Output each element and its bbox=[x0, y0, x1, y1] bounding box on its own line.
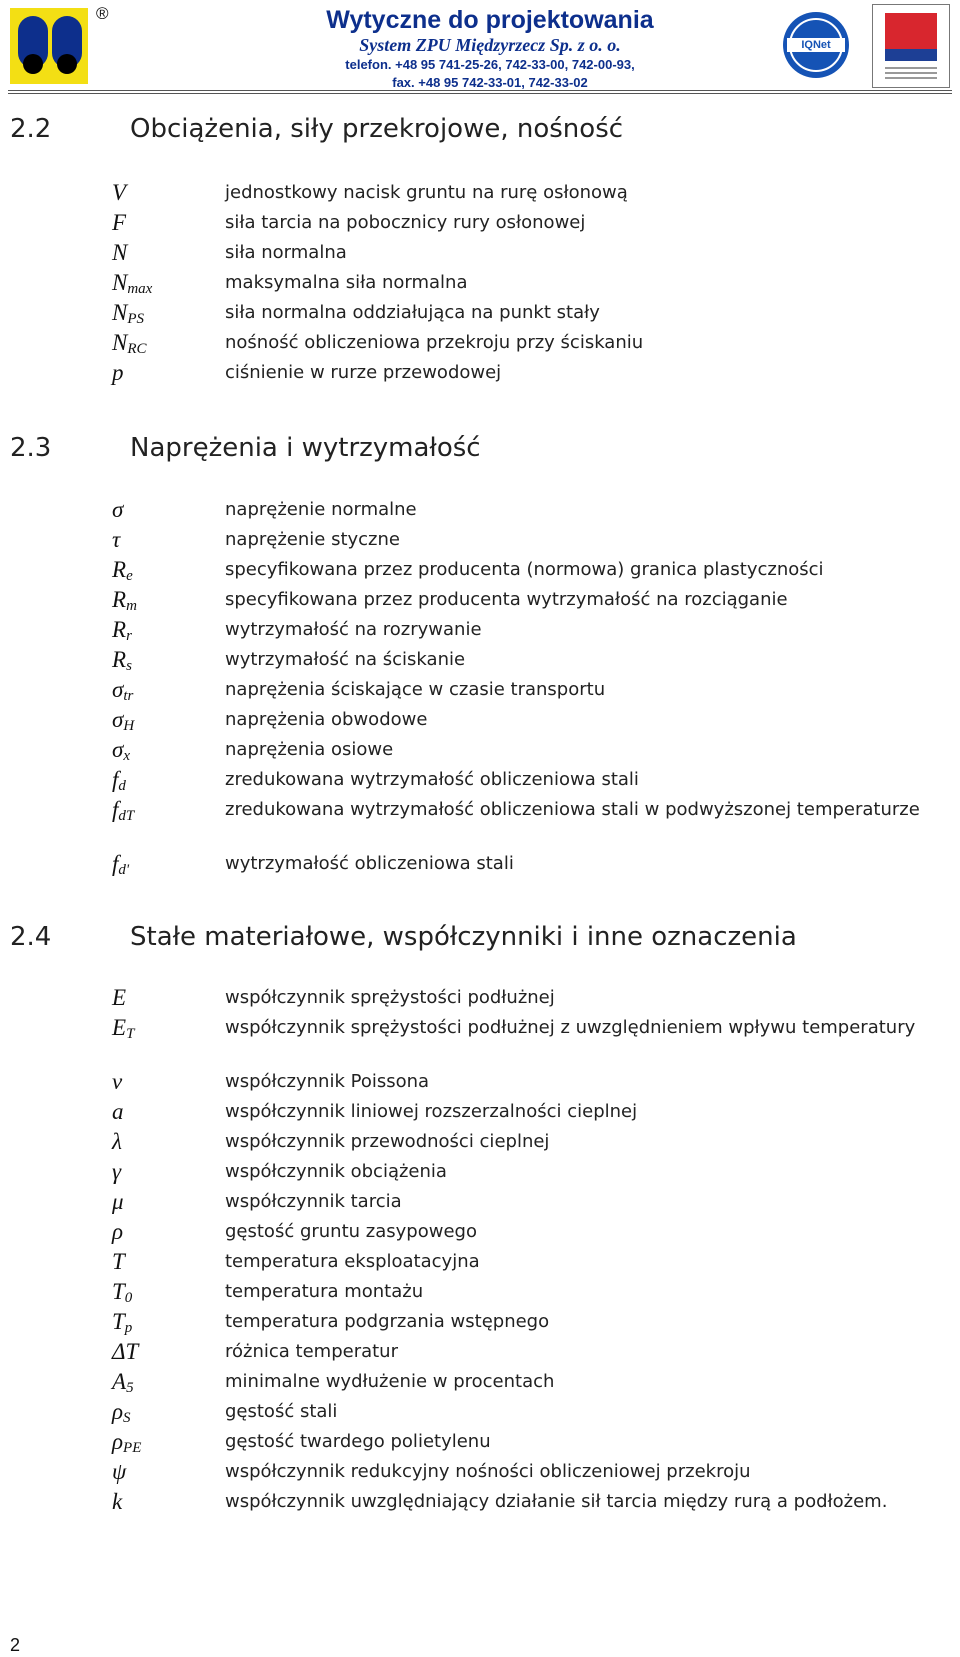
symbol bbox=[112, 298, 144, 331]
section-number: 2.3 bbox=[10, 433, 52, 463]
symbol-row bbox=[0, 495, 960, 525]
symbol-row bbox=[0, 675, 960, 705]
symbol-description: współczynnik sprężystości podłużnej bbox=[225, 987, 555, 1008]
symbol-subscript: 0 bbox=[124, 1290, 133, 1306]
section-title-2-4 bbox=[10, 921, 797, 953]
symbol-subscript: d bbox=[118, 778, 126, 794]
symbol-subscript: e bbox=[126, 568, 133, 584]
iqnet-certificate-logo bbox=[783, 12, 849, 78]
symbol bbox=[112, 1277, 132, 1310]
symbol-base: ν bbox=[112, 1069, 123, 1094]
symbol-base: μ bbox=[112, 1189, 124, 1214]
symbol-row bbox=[0, 358, 960, 388]
symbol bbox=[112, 238, 127, 268]
symbol-description: jednostkowy nacisk gruntu na rurę osłonową bbox=[225, 182, 628, 203]
symbol-row bbox=[0, 268, 960, 298]
symbol bbox=[112, 555, 133, 588]
symbol bbox=[112, 1427, 141, 1460]
symbol-base: N bbox=[112, 240, 128, 265]
symbol-description: naprężenie normalne bbox=[225, 499, 417, 520]
symbol-description: minimalne wydłużenie w procentach bbox=[225, 1371, 555, 1392]
symbol bbox=[112, 795, 134, 828]
symbol-row bbox=[0, 1127, 960, 1157]
symbol-base: N bbox=[112, 300, 128, 325]
registered-mark: ® bbox=[96, 4, 109, 23]
symbol-subscript: PS bbox=[127, 311, 145, 327]
symbol-base: f bbox=[112, 797, 119, 822]
symbol-base: ψ bbox=[112, 1459, 127, 1484]
symbol-row bbox=[0, 1097, 960, 1127]
symbol-base: T bbox=[112, 1309, 125, 1334]
symbol bbox=[112, 1127, 122, 1157]
symbol bbox=[112, 675, 133, 708]
symbol-description: gęstość twardego polietylenu bbox=[225, 1431, 491, 1452]
symbol-row bbox=[0, 555, 960, 585]
symbol-row bbox=[0, 1487, 960, 1517]
symbol-description: współczynnik redukcyjny nośności obliczeniowej przekroju bbox=[225, 1461, 751, 1482]
symbol-subscript: d' bbox=[118, 862, 130, 878]
symbol-base: N bbox=[112, 330, 128, 355]
symbol-row bbox=[0, 585, 960, 615]
quality-certificate-logo bbox=[872, 4, 950, 88]
symbol-description: temperatura eksploatacyjna bbox=[225, 1251, 480, 1272]
symbol bbox=[112, 1487, 122, 1517]
symbol bbox=[112, 1217, 123, 1247]
symbol-description: siła normalna oddziałująca na punkt stały bbox=[225, 302, 600, 323]
symbol-row bbox=[0, 1067, 960, 1097]
symbol-base: T bbox=[112, 1249, 125, 1274]
symbol-list-2-4 bbox=[0, 983, 960, 1517]
symbol-subscript: dT bbox=[118, 808, 135, 824]
symbol-base: a bbox=[112, 1099, 124, 1124]
symbol-subscript: m bbox=[126, 598, 137, 614]
symbol-description: siła normalna bbox=[225, 242, 347, 263]
symbol bbox=[112, 328, 147, 361]
symbol-subscript: max bbox=[127, 281, 153, 297]
symbol-row bbox=[0, 1013, 960, 1067]
document-title: Wytyczne do projektowania bbox=[326, 6, 654, 34]
symbol-base: E bbox=[112, 985, 127, 1010]
symbol-row bbox=[0, 1337, 960, 1367]
symbol-row bbox=[0, 525, 960, 555]
symbol-base: N bbox=[112, 270, 128, 295]
symbol-base: F bbox=[112, 210, 127, 235]
symbol-description: siła tarcia na pobocznicy rury osłonowej bbox=[225, 212, 586, 233]
symbol-description: temperatura montażu bbox=[225, 1281, 424, 1302]
symbol-subscript: p bbox=[124, 1320, 133, 1336]
page-number: 2 bbox=[10, 1635, 21, 1655]
symbol bbox=[112, 765, 126, 798]
symbol bbox=[112, 585, 137, 618]
section-heading: Naprężenia i wytrzymałość bbox=[130, 433, 481, 463]
symbol bbox=[112, 645, 132, 678]
symbol-row bbox=[0, 178, 960, 208]
symbol-subscript: 5 bbox=[126, 1380, 134, 1396]
symbol bbox=[112, 178, 126, 208]
symbol bbox=[112, 983, 126, 1013]
symbol-description: zredukowana wytrzymałość obliczeniowa stali bbox=[225, 769, 639, 790]
symbol-description: wytrzymałość obliczeniowa stali bbox=[225, 853, 514, 874]
symbol-list-2-3 bbox=[0, 495, 960, 879]
symbol-row bbox=[0, 1217, 960, 1247]
symbol-description: współczynnik przewodności cieplnej bbox=[225, 1131, 550, 1152]
symbol bbox=[112, 268, 152, 301]
symbol-subscript: S bbox=[123, 1410, 131, 1426]
symbol bbox=[112, 705, 134, 738]
symbol-subscript: RC bbox=[127, 341, 147, 357]
symbol-base: ρ bbox=[112, 1219, 124, 1244]
symbol-base: τ bbox=[112, 527, 121, 552]
symbol-description: ciśnienie w rurze przewodowej bbox=[225, 362, 502, 383]
symbol-base: f bbox=[112, 851, 119, 876]
symbol-base: p bbox=[112, 360, 124, 385]
symbol-subscript: H bbox=[123, 718, 135, 734]
symbol bbox=[112, 1187, 124, 1217]
symbol-description: temperatura podgrzania wstępnego bbox=[225, 1311, 550, 1332]
symbol-description: współczynnik tarcia bbox=[225, 1191, 402, 1212]
symbol-base: V bbox=[112, 180, 127, 205]
symbol-base: R bbox=[112, 557, 127, 582]
symbol-description: zredukowana wytrzymałość obliczeniowa stali w podwyższonej temperaturze bbox=[225, 799, 920, 820]
symbol-row bbox=[0, 983, 960, 1013]
symbol-base: σ bbox=[112, 707, 124, 732]
symbol-description: specyfikowana przez producenta (normowa) granica plastyczności bbox=[225, 559, 824, 580]
symbol-subscript: tr bbox=[123, 688, 134, 704]
section-title-2-2 bbox=[10, 113, 623, 145]
symbol bbox=[112, 495, 123, 525]
symbol-description: różnica temperatur bbox=[225, 1341, 398, 1362]
symbol-list-2-2 bbox=[0, 178, 960, 388]
symbol-description: naprężenia ściskające w czasie transportu bbox=[225, 679, 606, 700]
symbol-description: współczynnik uwzględniający działanie sił tarcia między rurą a podłożem. bbox=[225, 1491, 888, 1512]
symbol-description: wytrzymałość na ściskanie bbox=[225, 649, 466, 670]
symbol-description: nośność obliczeniowa przekroju przy ściskaniu bbox=[225, 332, 644, 353]
symbol-description: specyfikowana przez producenta wytrzymałość na rozciąganie bbox=[225, 589, 788, 610]
symbol-row bbox=[0, 1247, 960, 1277]
symbol-subscript: x bbox=[123, 748, 131, 764]
header-divider-2 bbox=[8, 93, 952, 94]
symbol-description: współczynnik sprężystości podłużnej z uwzględnieniem wpływu temperatury bbox=[225, 1017, 916, 1038]
symbol bbox=[112, 1367, 134, 1400]
symbol bbox=[112, 849, 129, 882]
symbol bbox=[112, 1337, 138, 1367]
company-logo bbox=[10, 8, 88, 84]
symbol-description: naprężenia osiowe bbox=[225, 739, 394, 760]
symbol-row bbox=[0, 1457, 960, 1487]
section-heading: Stałe materiałowe, współczynniki i inne oznaczenia bbox=[130, 922, 797, 952]
symbol-row bbox=[0, 298, 960, 328]
symbol-base: λ bbox=[112, 1129, 122, 1154]
symbol-row bbox=[0, 795, 960, 849]
symbol-base: σ bbox=[112, 677, 124, 702]
fax-numbers: fax. +48 95 742-33-01, 742-33-02 bbox=[392, 75, 588, 90]
iqnet-label: IQNet bbox=[787, 38, 845, 52]
symbol-row bbox=[0, 328, 960, 358]
symbol-base: R bbox=[112, 617, 127, 642]
symbol-base: E bbox=[112, 1015, 127, 1040]
symbol-base: σ bbox=[112, 497, 124, 522]
company-name: System ZPU Międzyrzecz Sp. z o. o. bbox=[359, 35, 621, 55]
symbol-row bbox=[0, 1307, 960, 1337]
symbol bbox=[112, 1307, 132, 1340]
symbol-row bbox=[0, 849, 960, 879]
symbol-base: R bbox=[112, 587, 127, 612]
symbol bbox=[112, 615, 132, 648]
symbol-row bbox=[0, 238, 960, 268]
symbol bbox=[112, 1067, 122, 1097]
symbol-description: naprężenie styczne bbox=[225, 529, 400, 550]
symbol bbox=[112, 1457, 126, 1487]
page-header bbox=[0, 0, 960, 92]
symbol bbox=[112, 735, 130, 768]
symbol-base: R bbox=[112, 647, 127, 672]
symbol-base: ΔT bbox=[112, 1339, 139, 1364]
symbol bbox=[112, 208, 126, 238]
symbol-base: k bbox=[112, 1489, 123, 1514]
symbol bbox=[112, 1097, 124, 1127]
section-number: 2.4 bbox=[10, 922, 52, 952]
symbol-subscript: s bbox=[126, 658, 132, 674]
symbol-row bbox=[0, 1427, 960, 1457]
symbol-row bbox=[0, 735, 960, 765]
phone-numbers: telefon. +48 95 741-25-26, 742-33-00, 742-00-93, bbox=[345, 57, 635, 72]
symbol-row bbox=[0, 1277, 960, 1307]
symbol-base: A bbox=[112, 1369, 127, 1394]
symbol-description: gęstość gruntu zasypowego bbox=[225, 1221, 477, 1242]
symbol bbox=[112, 358, 124, 388]
symbol-base: γ bbox=[112, 1159, 122, 1184]
symbol-row bbox=[0, 705, 960, 735]
symbol-base: f bbox=[112, 767, 119, 792]
symbol bbox=[112, 525, 120, 555]
symbol-row bbox=[0, 1187, 960, 1217]
symbol-base: ρ bbox=[112, 1399, 124, 1424]
symbol-description: maksymalna siła normalna bbox=[225, 272, 468, 293]
symbol-row bbox=[0, 1397, 960, 1427]
symbol-row bbox=[0, 1157, 960, 1187]
section-heading: Obciążenia, siły przekrojowe, nośność bbox=[130, 114, 624, 144]
symbol-subscript: PE bbox=[123, 1440, 142, 1456]
symbol bbox=[112, 1247, 125, 1277]
symbol-row bbox=[0, 1367, 960, 1397]
symbol-subscript: T bbox=[126, 1026, 135, 1042]
header-divider bbox=[8, 90, 952, 91]
symbol bbox=[112, 1397, 131, 1430]
symbol-description: współczynnik Poissona bbox=[225, 1071, 430, 1092]
header-text bbox=[290, 6, 690, 92]
section-title-2-3 bbox=[10, 432, 481, 464]
symbol-row bbox=[0, 208, 960, 238]
symbol-description: gęstość stali bbox=[225, 1401, 338, 1422]
symbol-base: ρ bbox=[112, 1429, 124, 1454]
symbol-description: współczynnik liniowej rozszerzalności cieplnej bbox=[225, 1101, 638, 1122]
symbol-base: T bbox=[112, 1279, 125, 1304]
symbol-row bbox=[0, 645, 960, 675]
section-number: 2.2 bbox=[10, 114, 52, 144]
symbol-description: wytrzymałość na rozrywanie bbox=[225, 619, 482, 640]
symbol bbox=[112, 1157, 121, 1187]
symbol-description: współczynnik obciążenia bbox=[225, 1161, 447, 1182]
symbol-row bbox=[0, 615, 960, 645]
symbol-subscript: r bbox=[126, 628, 132, 644]
symbol-row bbox=[0, 765, 960, 795]
symbol bbox=[112, 1013, 134, 1046]
symbol-base: σ bbox=[112, 737, 124, 762]
symbol-description: naprężenia obwodowe bbox=[225, 709, 428, 730]
